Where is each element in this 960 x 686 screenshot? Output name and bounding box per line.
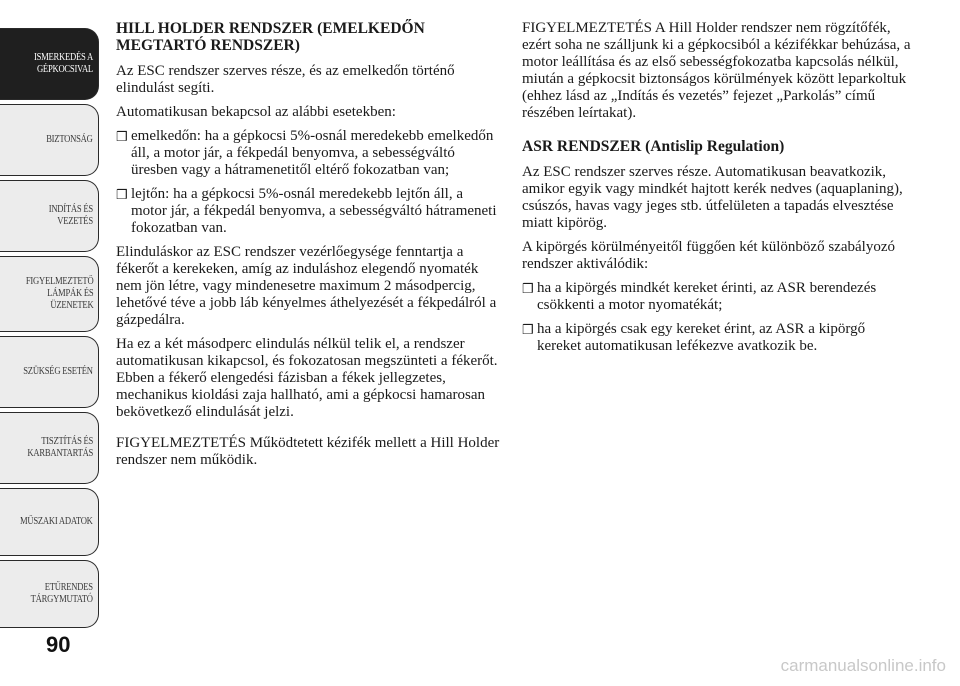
tab-muszaki[interactable]	[0, 488, 99, 556]
asr-para1: Az ESC rendszer szerves része. Automatikusan beavatkozik, amikor egyik vagy mindkét hajtott kerék nedves (aquaplaning), csúszós, havas vagy jeges stb. útfelületen a tapadás elvesztése miatt kipörög.	[522, 164, 903, 231]
hill-holder-para1: Elinduláskor az ESC rendszer vezérlőegysége fenntartja a fékerőt a kerekeken, amíg az induláshoz elegendő nyomaték nem jön létre, vagy mindenesetre maximum 2 másodpercig, lehetővé téve a jobb láb kényelmes áthelyezését a fékpedálról a gázpedálra.	[116, 244, 497, 328]
right-column	[522, 20, 912, 362]
checkbox-bullet-icon: ❒	[116, 187, 128, 202]
list-item-text: emelkedőn: ha a gépkocsi 5%-osnál meredekebb emelkedőn áll, a motor jár, a fékpedál benyomva, a sebességváltó üresben vagy a hátramenetitől eltérő fokozatban van;	[131, 128, 494, 178]
tab-label: TISZTÍTÁS ÉS KARBANTARTÁS	[27, 436, 93, 459]
tab-label: FIGYELMEZTETŐ LÁMPÁK ÉS ÜZENETEK	[25, 276, 93, 311]
tab-tisztitas[interactable]	[0, 412, 99, 484]
tab-label: MŰSZAKI ADATOK	[20, 516, 93, 527]
checkbox-bullet-icon: ❒	[116, 129, 128, 144]
checkbox-bullet-icon: ❒	[522, 322, 534, 337]
tab-szukseg[interactable]	[0, 336, 99, 408]
tab-label: INDÍTÁS ÉS VEZETÉS	[48, 204, 93, 227]
tab-label: ISMERKEDÉS A GÉPKOCSIVAL	[33, 52, 93, 75]
chapter-sidebar	[0, 0, 100, 640]
hill-holder-intro: Az ESC rendszer szerves része, és az emelkedőn történő elindulást segíti.	[116, 63, 455, 96]
list-item-text: lejtőn: ha a gépkocsi 5%-osnál meredekebb lejtőn áll, a motor jár, a fékpedál benyomva, a sebességváltó hátrameneti fokozatban van.	[131, 186, 497, 236]
hill-holder-activation: Automatikusan bekapcsol az alábbi esetekben:	[116, 104, 396, 120]
tab-label: ETŰRENDES TÁRGYMUTATÓ	[30, 582, 93, 605]
list-item	[522, 321, 912, 355]
asr-list	[522, 280, 912, 355]
asr-para2: A kipörgés körülményeitől függően két különböző szabályozó rendszer aktiválódik:	[522, 239, 895, 272]
list-item	[522, 280, 912, 314]
left-column	[116, 20, 502, 476]
tab-label: SZÜKSÉG ESETÉN	[23, 366, 93, 377]
parking-warning: FIGYELMEZTETÉS A Hill Holder rendszer nem rögzítőfék, ezért soha ne szálljunk ki a gépkocsiból a kézifékkar behúzása, a motor leállítása és az első sebességfokozatba kapcsolás nélkül, miután a gépkocsit biztonságos körülmények között leparkoltuk (ehhez lásd az „Indítás és vezetés” fejezet „Parkolás” című részében leírtakat).	[522, 20, 911, 121]
tab-label: BIZTONSÁG	[46, 134, 93, 145]
tab-figyelmezteto[interactable]	[0, 256, 99, 332]
tab-biztonsag[interactable]	[0, 104, 99, 176]
list-item-text: ha a kipörgés csak egy kereket érint, az ASR a kipörgő kereket automatikusan lefékezve avatkozik be.	[537, 321, 866, 354]
asr-heading: ASR RENDSZER (Antislip Regulation)	[522, 138, 785, 155]
tab-targymutato[interactable]	[0, 560, 99, 628]
list-item	[116, 128, 502, 179]
list-item-text: ha a kipörgés mindkét kereket érinti, az ASR berendezés csökkenti a motor nyomatékát;	[537, 280, 877, 313]
hill-holder-para2: Ha ez a két másodperc elindulás nélkül telik el, a rendszer automatikusan kikapcsol, és fokozatosan megszünteti a fékerőt. Ebben a fékerő elengedési fázisban a fékek jellegzetes, mechanikus kioldási zaja hallható, ami a gépkocsi hamarosan bekövetkező elindulását jelzi.	[116, 336, 498, 420]
activation-list	[116, 128, 502, 237]
checkbox-bullet-icon: ❒	[522, 281, 534, 296]
tab-ismerkedes[interactable]	[0, 28, 99, 100]
tab-inditas[interactable]	[0, 180, 99, 252]
page-number: 90	[46, 632, 71, 657]
hill-holder-heading: HILL HOLDER RENDSZER (EMELKEDŐN MEGTARTÓ RENDSZER)	[116, 20, 425, 54]
list-item	[116, 186, 502, 237]
hill-holder-warning: FIGYELMEZTETÉS Működtetett kézifék mellett a Hill Holder rendszer nem működik.	[116, 435, 500, 468]
watermark: carmanualsonline.info	[780, 656, 946, 675]
